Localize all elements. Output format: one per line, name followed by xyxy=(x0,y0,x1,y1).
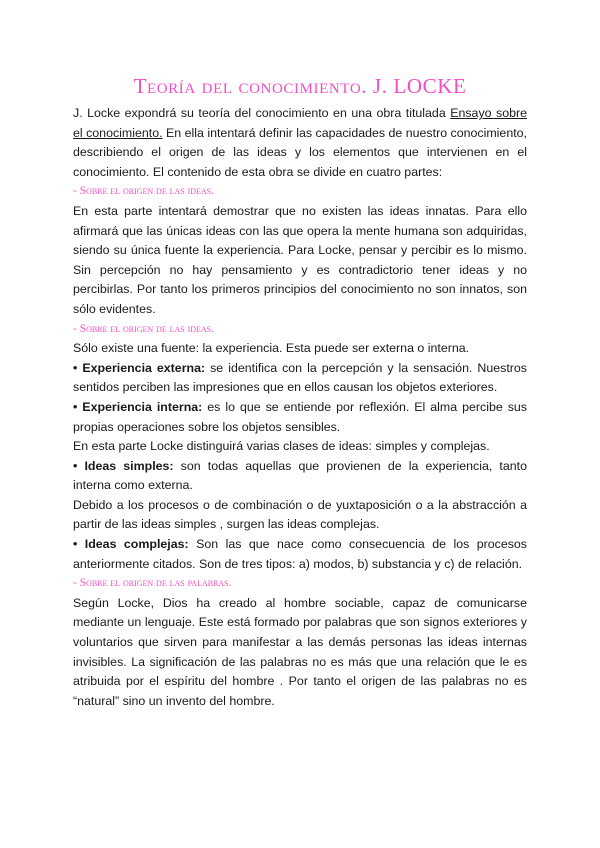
bullet-text: Son las que nace como consecuencia de los procesos anteriormente citados. Son de tres tipos: a) modos, b) substancia y c) de relación. xyxy=(73,537,527,571)
work-title: Ensayo sobre el conocimiento. xyxy=(73,106,528,140)
bullet-label: • Experiencia externa: xyxy=(73,360,206,375)
bullet-experiencia-interna xyxy=(73,398,527,437)
section-2-text-2: En esta parte Locke distinguirá varias clases de ideas: simples y complejas. xyxy=(73,439,490,454)
section-2-heading: - Sobre el origen de las ideas. xyxy=(73,322,215,335)
section-3-text: Según Locke, Dios ha creado al hombre sociable, capaz de comunicarse mediante un lenguaje. Este está formado por palabras que son signos exteriores y voluntarios que sirven para manifestar a las demás personas las ideas internas invisibles. La significación de las palabras no es más que una relación que le es atribuida por el espíritu del hombre . Por tanto el origen de las palabras no es “natural” sino un invento del hombre. xyxy=(73,595,527,708)
document-title: Teoría del conocimiento. J. LOCKE xyxy=(133,74,467,98)
intro-text-1: J. Locke expondrá su teoría del conocimiento en una obra titulada xyxy=(73,106,451,120)
bullet-ideas-complejas xyxy=(73,535,527,574)
bullet-text: son todas aquellas que provienen de la experiencia, tanto interna como externa. xyxy=(73,458,527,493)
bullet-label: • Ideas simples: xyxy=(73,458,174,473)
section-2-text-3: Debido a los procesos o de combinación o de yuxtaposición o a la abstracción a partir de las ideas simples , surgen las ideas complejas. xyxy=(73,497,527,532)
bullet-experiencia-externa xyxy=(73,359,527,398)
bullet-label: • Experiencia interna: xyxy=(73,399,203,414)
section-1-heading: - Sobre el origen de las ideas. xyxy=(73,185,215,198)
bullet-label: • Ideas complejas: xyxy=(73,537,189,552)
section-3-heading: - Sobre el origen de las palabras. xyxy=(73,577,232,590)
bullet-ideas-simples xyxy=(73,457,527,496)
bullet-text: es lo que se entiende por reflexión. El alma percibe sus propias operaciones sobre los objetos sensibles. xyxy=(73,399,527,434)
section-2-text-1: Sólo existe una fuente: la experiencia. Esta puede ser externa o interna. xyxy=(73,341,470,356)
intro-paragraph xyxy=(73,104,527,182)
intro-text-2: En ella intentará definir las capacidades de nuestro conocimiento, describiendo el origen de las ideas y los elementos que intervienen en el conocimiento. El contenido de esta obra se divide en cuatro partes: xyxy=(73,125,527,179)
bullet-text: se identifica con la percepción y la sensación. Nuestros sentidos perciben las impresiones que en ellos causan los objetos exteriores. xyxy=(73,360,527,395)
section-1-text: En esta parte intentará demostrar que no existen las ideas innatas. Para ello afirmará que las únicas ideas con las que opera la mente humana son adquiridas, siendo su única fuente la experiencia. Para Locke, pensar y percibir es lo mismo. Sin percepción no hay pensamiento y es contradictorio tener ideas y no percibirlas. Por tanto los primeros principios del conocimiento no son innatos, son sólo evidentes. xyxy=(73,203,527,316)
